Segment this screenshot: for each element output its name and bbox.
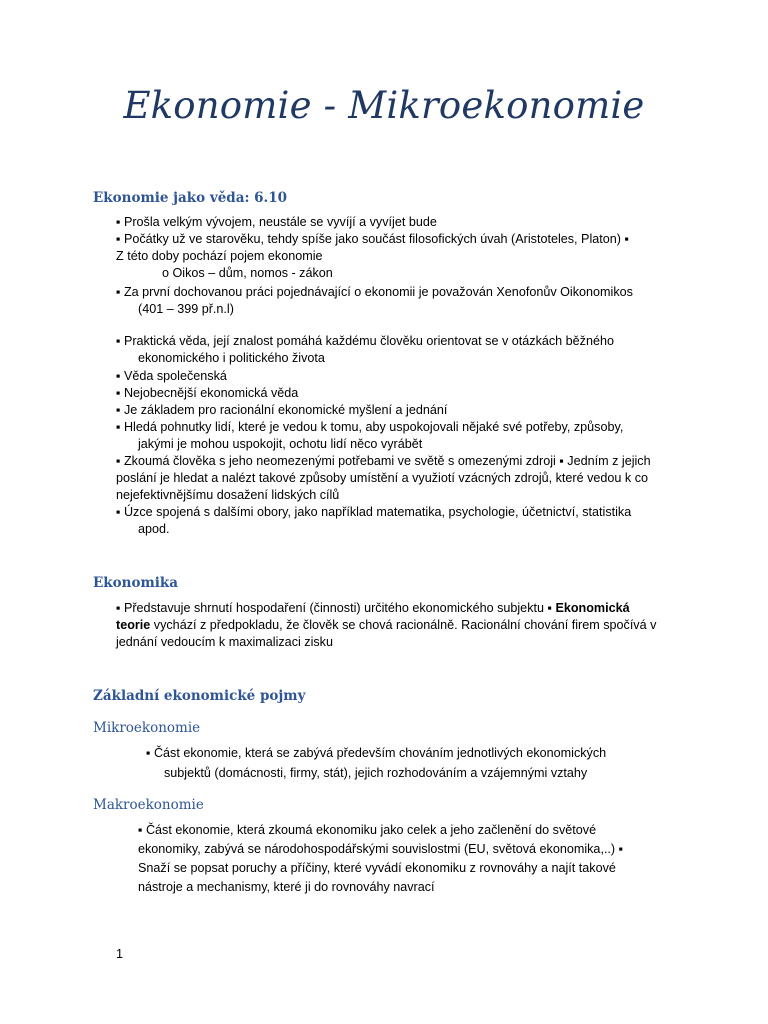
body-line: ▪ Je základem pro racionální ekonomické myšlení a jednání: [116, 403, 448, 417]
body-line: ▪ Prošla velkým vývojem, neustále se vyvíjí a vyvíjet bude: [116, 215, 437, 229]
body-line: ▪ Počátky už ve starověku, tehdy spíše jako součást filosofických úvah (Aristoteles, Platon) ▪: [116, 232, 629, 246]
body-line: jakými je mohou uspokojit, ochotu lidí něco vyrábět: [138, 437, 423, 451]
body-line: [116, 617, 656, 634]
body-line: [116, 600, 630, 617]
sub-bullet-line: o Oikos – dům, nomos - zákon: [162, 266, 333, 280]
page-number: 1: [116, 947, 124, 961]
subsection-heading-mikroekonomie: Mikroekonomie: [93, 720, 201, 736]
page-title: Ekonomie - Mikroekonomie: [123, 84, 645, 127]
body-line: ▪ Za první dochovanou práci pojednávající o ekonomii je považován Xenofonův Oikonomikos: [116, 285, 633, 299]
body-line: ▪ Nejobecnější ekonomická věda: [116, 386, 299, 400]
body-line: nástroje a mechanismy, které ji do rovnováhy navrací: [138, 880, 435, 894]
bold-term: Ekonomická: [555, 601, 630, 615]
subsection-heading-makroekonomie: Makroekonomie: [93, 797, 204, 813]
body-line: jednání vedoucím k maximalizaci zisku: [116, 635, 333, 649]
body-line: apod.: [138, 522, 170, 536]
body-line: subjektů (domácnosti, firmy, stát), jejich rozhodováním a vzájemnými vztahy: [164, 766, 588, 780]
body-line: ▪ Část ekonomie, která se zabývá především chováním jednotlivých ekonomických: [146, 746, 607, 760]
body-line: ekonomického i politického života: [138, 351, 325, 365]
body-line: Snaží se popsat poruchy a příčiny, které vyvádí ekonomiku z rovnováhy a najít takové: [138, 861, 616, 875]
section-heading-ekonomie-jako-veda: Ekonomie jako věda: 6.10: [93, 190, 288, 206]
body-line: ekonomiky, zabývá se národohospodářskými souvislostmi (EU, světová ekonomika,..) ▪: [138, 842, 624, 856]
body-line: Z této doby pochází pojem ekonomie: [116, 249, 323, 263]
body-line: ▪ Úzce spojená s dalšími obory, jako například matematika, psychologie, účetnictví, statistika: [116, 505, 632, 519]
body-line: ▪ Věda společenská: [116, 369, 227, 383]
section-heading-ekonomika: Ekonomika: [93, 575, 178, 591]
section-heading-zakladni-pojmy: Základní ekonomické pojmy: [93, 688, 306, 704]
body-line: poslání je hledat a nalézt takové způsoby umístění a využiotí vzácných zdrojů, které vedou k co: [116, 471, 649, 485]
body-line: ▪ Praktická věda, její znalost pomáhá každému člověku orientovat se v otázkách běžného: [116, 334, 614, 348]
body-line: nejefektivnějšímu dosažení lidských cílů: [116, 488, 340, 502]
body-text: vychází z předpokladu, že člověk se chová racionálně. Racionální chování firem spočívá v: [150, 618, 657, 632]
body-text: ▪ Představuje shrnutí hospodaření (činnosti) určitého ekonomického subjektu ▪: [116, 601, 556, 615]
body-line: ▪ Část ekonomie, která zkoumá ekonomiku jako celek a jeho začlenění do světové: [138, 823, 597, 837]
body-line: ▪ Zkoumá člověka s jeho neomezenými potřebami ve světě s omezenými zdroji ▪ Jedním z jejich: [116, 454, 651, 468]
body-line: (401 – 399 př.n.l): [138, 302, 234, 316]
bold-term: teorie: [116, 618, 151, 632]
body-line: ▪ Hledá pohnutky lidí, které je vedou k tomu, aby uspokojovali nějaké své potřeby, způsoby,: [116, 420, 624, 434]
